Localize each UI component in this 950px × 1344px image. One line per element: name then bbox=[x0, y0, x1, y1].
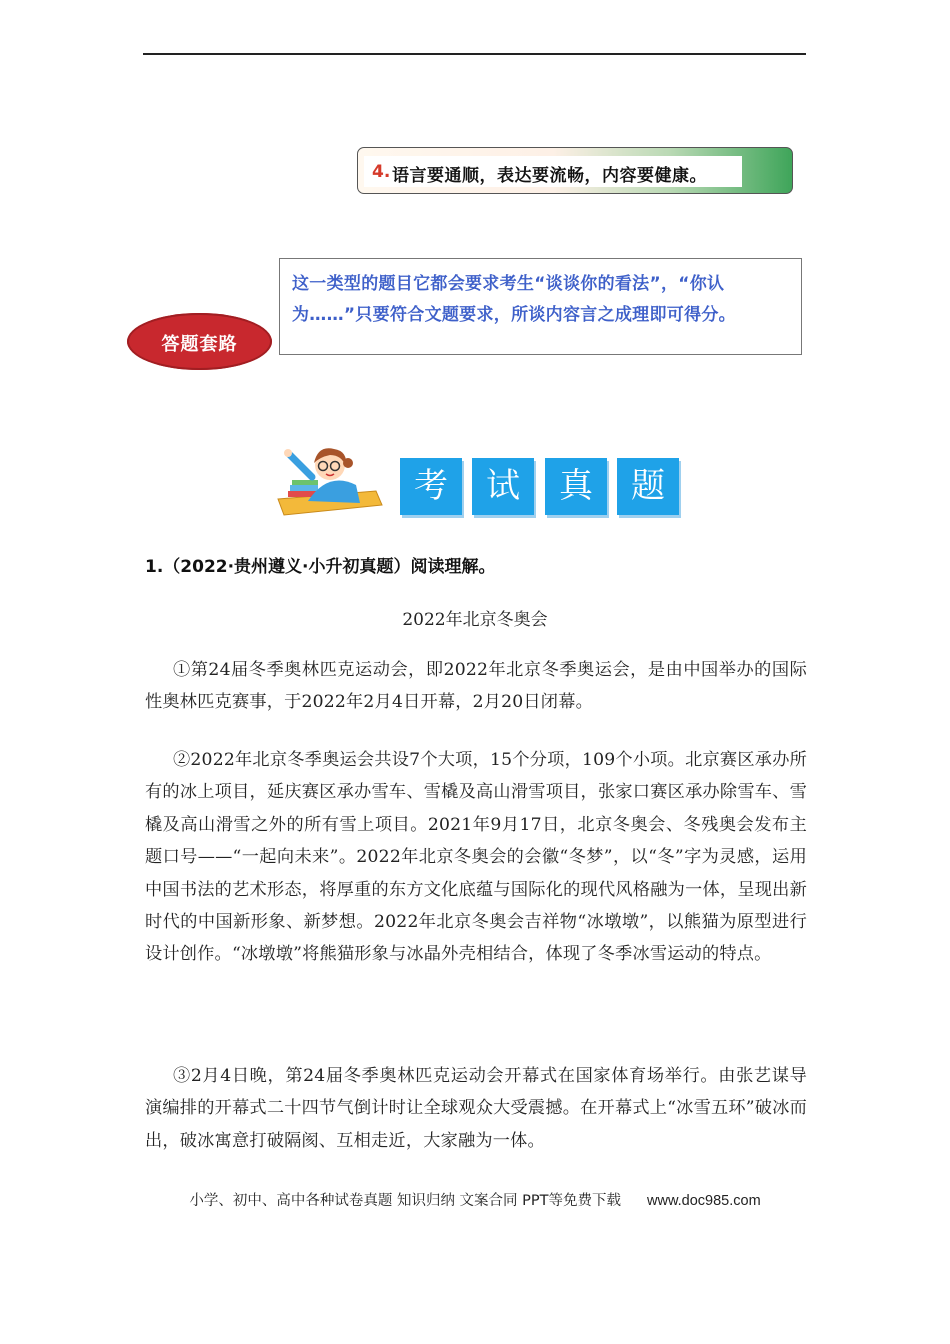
banner-tile-4: 题 bbox=[617, 458, 679, 515]
paragraph-3: ③2月4日晚，第24届冬季奥林匹克运动会开幕式在国家体育场举行。由张艺谋导演编排的开幕式二十四节气倒计时让全球观众大受震撼。在开幕式上“冰雪五环”破冰而出，破冰寓意打破隔阂、互相走近，大家融为一体。 bbox=[145, 1066, 807, 1151]
method-box bbox=[279, 258, 802, 355]
method-badge bbox=[127, 313, 272, 370]
tip-text: 语言要通顺，表达要流畅，内容要健康。 bbox=[392, 166, 707, 186]
method-text: 这一类型的题目它都会要求考生“谈谈你的看法”，“你认为……”只要符合文题要求，所谈内容言之成理即可得分。 bbox=[292, 274, 736, 325]
footer-text: 小学、初中、高中各种试卷真题 知识归纳 文案合同 PPT等免费下载 bbox=[189, 1193, 622, 1209]
footer-site-link[interactable]: www.doc985.com bbox=[647, 1193, 761, 1209]
question-heading: 1.（2022·贵州遵义·小升初真题）阅读理解。 bbox=[145, 557, 496, 577]
method-badge-label: 答题套路 bbox=[161, 334, 238, 355]
paragraph-2: ②2022年北京冬季奥运会共设7个大项，15个分项，109个小项。北京赛区承办所有的冰上项目，延庆赛区承办雪车、雪橇及高山滑雪项目，张家口赛区承办除雪车、雪橇及高山滑雪之外的所有雪上项目。2021年9月17日，北京冬奥会、冬残奥会发布主题口号——“一起向未来”。2022年北京冬奥会的会徽“冬梦”，以“冬”字为灵感，运用中国书法的艺术形态，将厚重的东方文化底蕴与国际化的现代风格融为一体，呈现出新时代的中国新形象、新梦想。2022年北京冬奥会吉祥物“冰墩墩”，以熊猫为原型进行设计创作。“冰墩墩”将熊猫形象与冰晶外壳相结合，体现了冬季冰雪运动的特点。 bbox=[145, 750, 807, 965]
article-title: 2022年北京冬奥会 bbox=[402, 610, 548, 630]
paragraph-1: ①第24届冬季奥林匹克运动会，即2022年北京冬季奥运会，是由中国举办的国际性奥林匹克赛事，于2022年2月4日开幕，2月20日闭幕。 bbox=[145, 660, 807, 713]
banner-tile-3: 真 bbox=[545, 458, 607, 515]
student-reading-illustration bbox=[268, 441, 386, 519]
footer bbox=[0, 1189, 950, 1210]
banner-tile-2: 试 bbox=[472, 458, 534, 515]
tip-number: 4. bbox=[372, 162, 391, 182]
header-rule bbox=[143, 53, 806, 55]
tip-box bbox=[357, 147, 793, 194]
banner-tile-1: 考 bbox=[400, 458, 462, 515]
